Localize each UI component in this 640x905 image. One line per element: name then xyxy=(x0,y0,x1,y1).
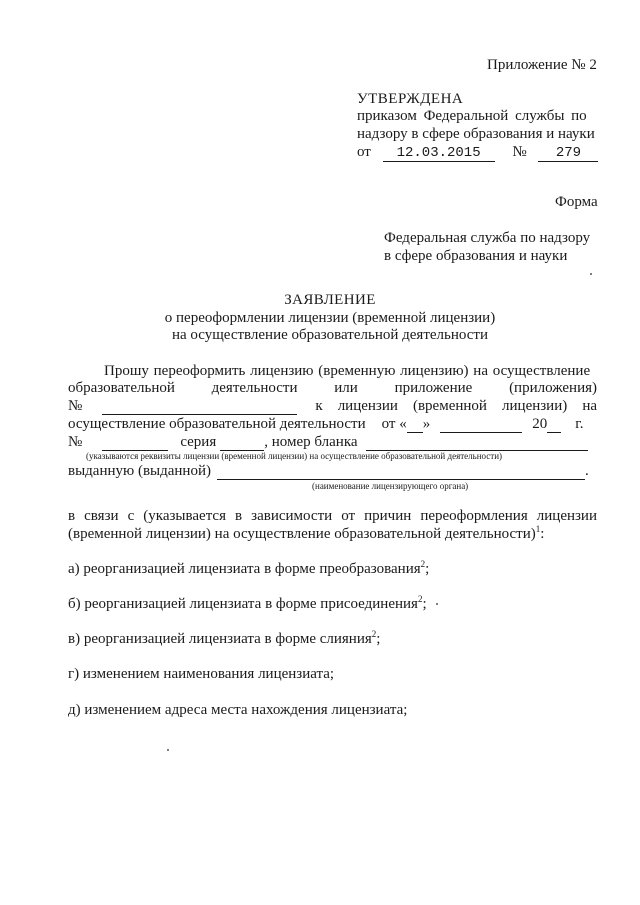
request-line-4: осуществление образовательной деятельности от « » 20 г. xyxy=(68,416,584,432)
appendix-number: Приложение № 2 xyxy=(487,57,597,73)
request-line-1: Прошу переоформить лицензию (временную лицензию) на осуществление xyxy=(104,363,591,379)
list-item: в) реорганизацией лицензиата в форме слияния$^2$; xyxy=(68,629,381,647)
order-date-line: от 12.03.2015 № 279 xyxy=(357,144,598,162)
license-series-field[interactable] xyxy=(220,438,264,451)
list-item: г) изменением наименования лицензиата; xyxy=(68,666,335,682)
request-line-3: № к лицензии (временной лицензии) на xyxy=(68,398,597,414)
license-details-note: (указываются реквизиты лицензии (временной лицензии) на осуществление образовательной деятельности) xyxy=(86,451,503,461)
license-number-field[interactable] xyxy=(102,438,168,451)
order-number: 279 xyxy=(538,146,598,162)
statement-subtitle-1: о переоформлении лицензии (временной лицензии) xyxy=(164,310,496,326)
request-line-2: образовательной деятельности или приложение (приложения) xyxy=(68,380,597,396)
request-line-5: № серия , номер бланка xyxy=(68,434,588,451)
form-label: Форма xyxy=(555,194,598,210)
statement-subtitle-2: на осуществление образовательной деятельности xyxy=(171,327,489,343)
order-date: 12.03.2015 xyxy=(383,146,495,162)
license-form-number-field[interactable] xyxy=(366,438,588,451)
addressee-line-1: Федеральная служба по надзору xyxy=(384,230,591,246)
statement-heading: ЗАЯВЛЕНИЕ xyxy=(284,292,376,308)
list-item: б) реорганизацией лицензиата в форме присоединения$^2$; xyxy=(68,594,427,612)
addressee-line-2: в сфере образования и науки xyxy=(384,248,568,264)
list-item: а) реорганизацией лицензиата в форме преобразования$^2$; xyxy=(68,559,430,577)
appendix-number-field[interactable] xyxy=(102,402,297,415)
issuing-authority-field[interactable] xyxy=(217,467,585,480)
issuing-authority-note: (наименование лицензирующего органа) xyxy=(312,481,469,491)
reason-line-2: (временной лицензии) на осуществление образовательной деятельности)$^1$: xyxy=(68,524,545,542)
list-item: д) изменением адреса места нахождения лицензиата; xyxy=(68,702,408,718)
approved-heading: УТВЕРЖДЕНА xyxy=(357,91,464,107)
scan-speck xyxy=(590,273,592,275)
scan-speck xyxy=(167,749,169,751)
reason-line-1: в связи с (указывается в зависимости от причин переоформления лицензии xyxy=(68,508,597,524)
order-line-1: приказом Федеральной службы по xyxy=(357,108,587,124)
order-line-2: надзору в сфере образования и науки xyxy=(357,126,595,142)
issued-by-line: выданную (выданной) . xyxy=(68,463,589,479)
license-day-field[interactable] xyxy=(407,420,423,433)
license-year-field[interactable] xyxy=(547,420,561,433)
scan-speck xyxy=(436,603,438,605)
license-month-field[interactable] xyxy=(440,420,522,433)
